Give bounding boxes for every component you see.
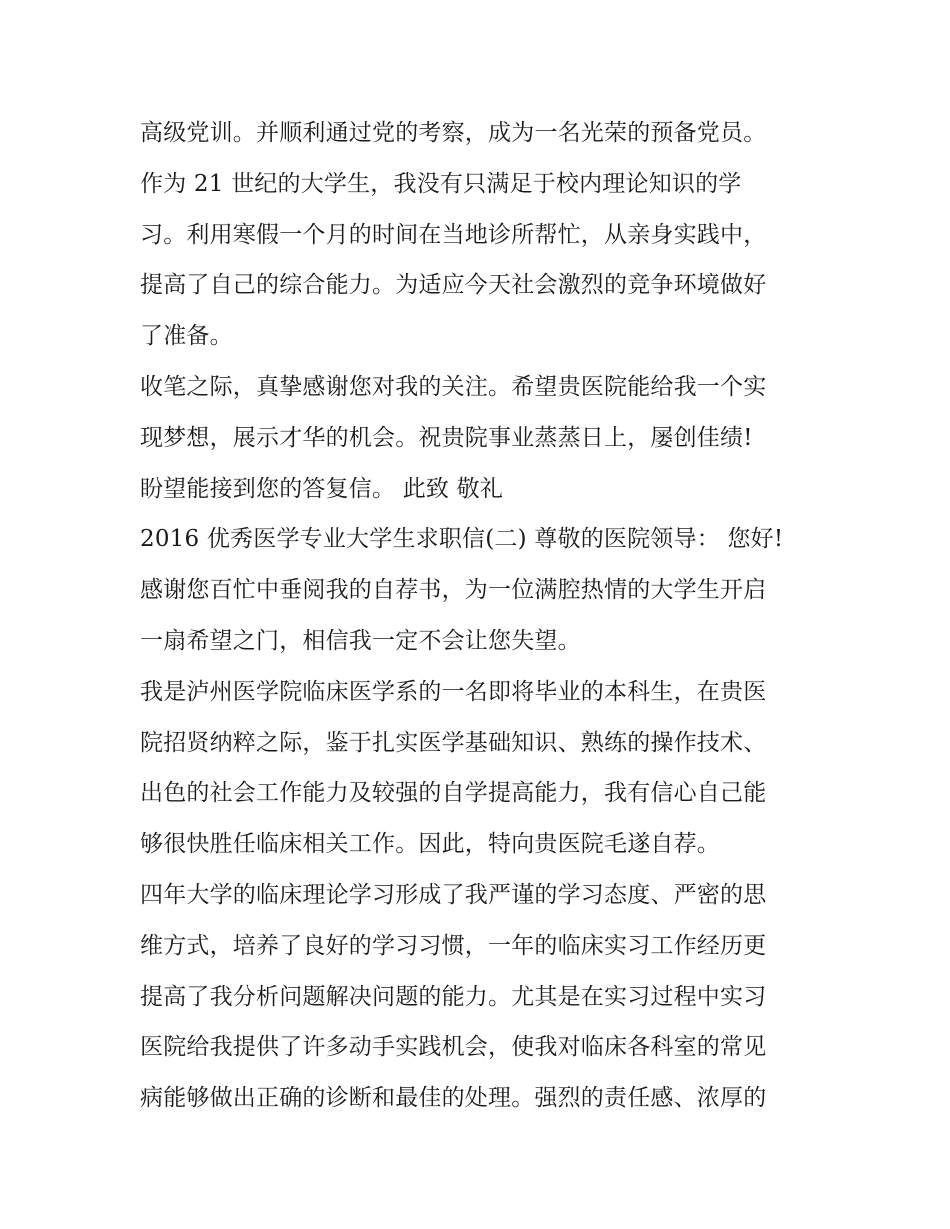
text-line: 习。利用寒假一个月的时间在当地诊所帮忙，从亲身实践中， xyxy=(140,221,767,248)
text-line: 院招贤纳粹之际，鉴于扎实医学基础知识、熟练的操作技术、 xyxy=(140,729,767,756)
text-line: 够很快胜任临床相关工作。因此，特向贵医院毛遂自荐。 xyxy=(140,831,720,858)
text-line: 维方式，培养了良好的学习习惯，一年的临床实习工作经历更 xyxy=(140,932,767,959)
text-line: 作为 21 世纪的大学生，我没有只满足于校内理论知识的学 xyxy=(140,170,742,197)
text-line: 我是泸州医学院临床医学系的一名即将毕业的本科生，在贵医 xyxy=(140,678,767,705)
text-line: 现梦想，展示才华的机会。祝贵院事业蒸蒸日上，屡创佳绩! xyxy=(140,424,753,451)
text-line: 提高了自己的综合能力。为适应今天社会激烈的竞争环境做好 xyxy=(140,272,767,299)
text-line: 2016 优秀医学专业大学生求职信(二) 尊敬的医院领导： 您好! xyxy=(140,526,784,553)
text-line: 一扇希望之门，相信我一定不会让您失望。 xyxy=(140,627,581,654)
text-line: 收笔之际，真挚感谢您对我的关注。希望贵医院能给我一个实 xyxy=(140,373,767,400)
text-line: 医院给我提供了许多动手实践机会，使我对临床各科室的常见 xyxy=(140,1034,767,1061)
text-line: 了准备。 xyxy=(140,323,233,350)
text-line: 高级党训。并顺利通过党的考察，成为一名光荣的预备党员。 xyxy=(140,120,767,146)
text-line: 四年大学的临床理论学习形成了我严谨的学习态度、严密的思 xyxy=(140,881,767,908)
text-line: 盼望能接到您的答复信。 此致 敬礼 xyxy=(140,475,504,502)
text-line: 病能够做出正确的诊断和最佳的处理。强烈的责任感、浓厚的 xyxy=(140,1085,767,1112)
document-body xyxy=(140,108,820,1124)
text-line: 出色的社会工作能力及较强的自学提高能力，我有信心自己能 xyxy=(140,780,767,807)
text-line: 提高了我分析问题解决问题的能力。尤其是在实习过程中实习 xyxy=(140,983,767,1010)
text-line: 感谢您百忙中垂阅我的自荐书，为一位满腔热情的大学生开启 xyxy=(140,577,767,604)
